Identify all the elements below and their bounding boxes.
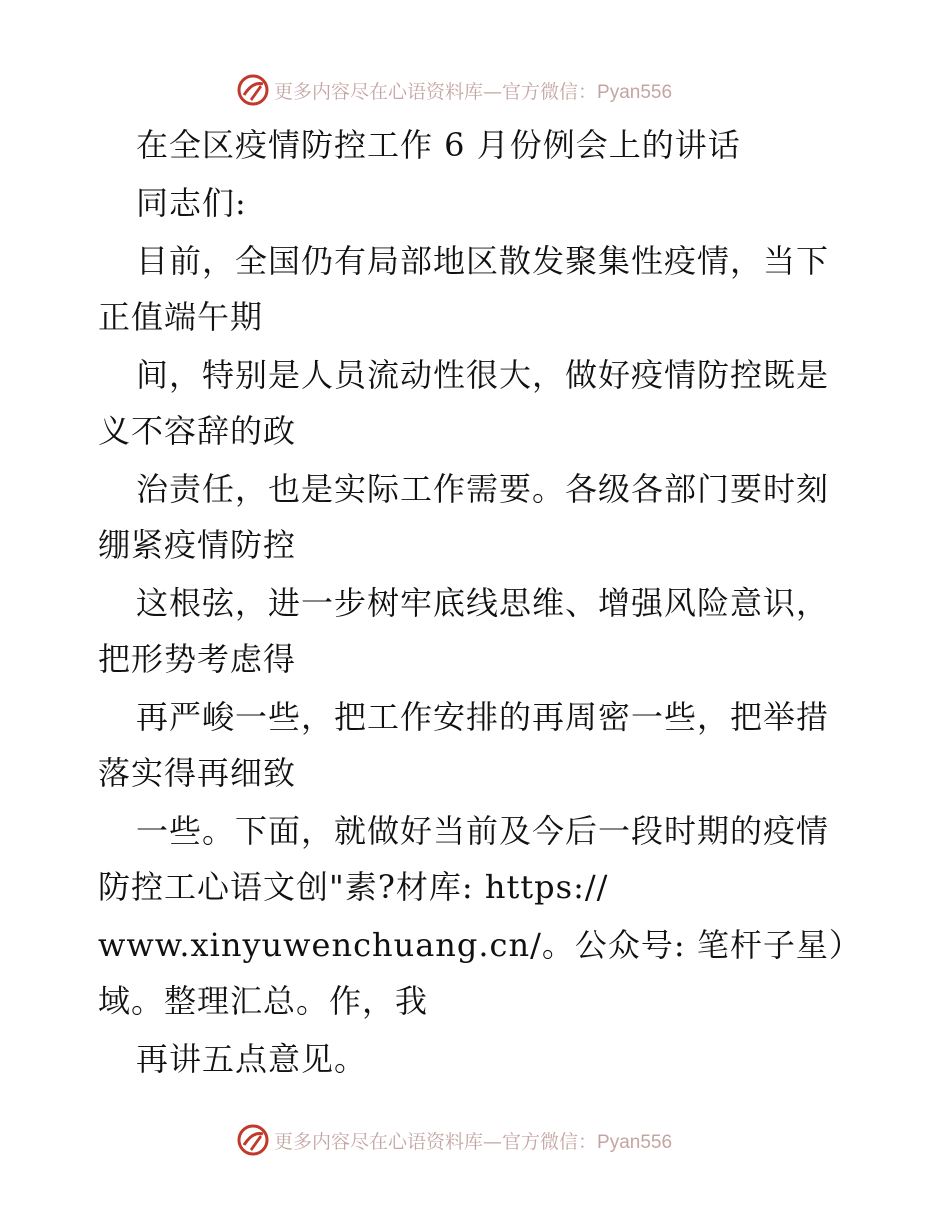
document-title: 在全区疫情防控工作 6 月份例会上的讲话 xyxy=(136,126,741,164)
pen-logo-icon xyxy=(236,73,270,107)
pen-logo-icon xyxy=(236,1123,270,1157)
paragraph-line: 间，特别是人员流动性很大，做好疫情防控既是 xyxy=(136,356,830,394)
paragraph-line: 再严峻一些，把工作安排的再周密一些，把举措 xyxy=(136,698,830,736)
paragraph-line: 落实得再细致 xyxy=(98,754,297,792)
paragraph-line: 治责任，也是实际工作需要。各级各部门要时刻 xyxy=(136,470,830,508)
paragraph-line: 绷紧疫情防控 xyxy=(98,526,297,564)
paragraph-line: 目前，全国仍有局部地区散发聚集性疫情，当下 xyxy=(136,242,830,280)
watermark-text: 更多内容尽在心语资料库—官方微信：Pyan556 xyxy=(274,80,673,103)
salutation: 同志们: xyxy=(136,184,247,222)
watermark-text: 更多内容尽在心语资料库—官方微信：Pyan556 xyxy=(274,1130,673,1153)
header-watermark xyxy=(236,72,672,108)
footer-watermark xyxy=(236,1122,672,1158)
paragraph-line: 这根弦，进一步树牢底线思维、增强风险意识， xyxy=(136,584,830,622)
paragraph-line: 义不容辞的政 xyxy=(98,412,297,450)
paragraph-line: 把形势考虑得 xyxy=(98,640,297,678)
paragraph-line: 正值端午期 xyxy=(98,298,264,336)
paragraph-line: www.xinyuwenchuang.cn/。公众号: 笔杆子星） xyxy=(98,926,862,964)
paragraph-line: 防控工心语文创"素?材库: https:// xyxy=(98,868,609,906)
paragraph-line: 一些。下面，就做好当前及今后一段时期的疫情 xyxy=(136,812,830,850)
paragraph-line: 再讲五点意见。 xyxy=(136,1040,368,1078)
document-body xyxy=(98,116,862,1088)
paragraph-line: 域。整理汇总。作，我 xyxy=(98,982,429,1020)
